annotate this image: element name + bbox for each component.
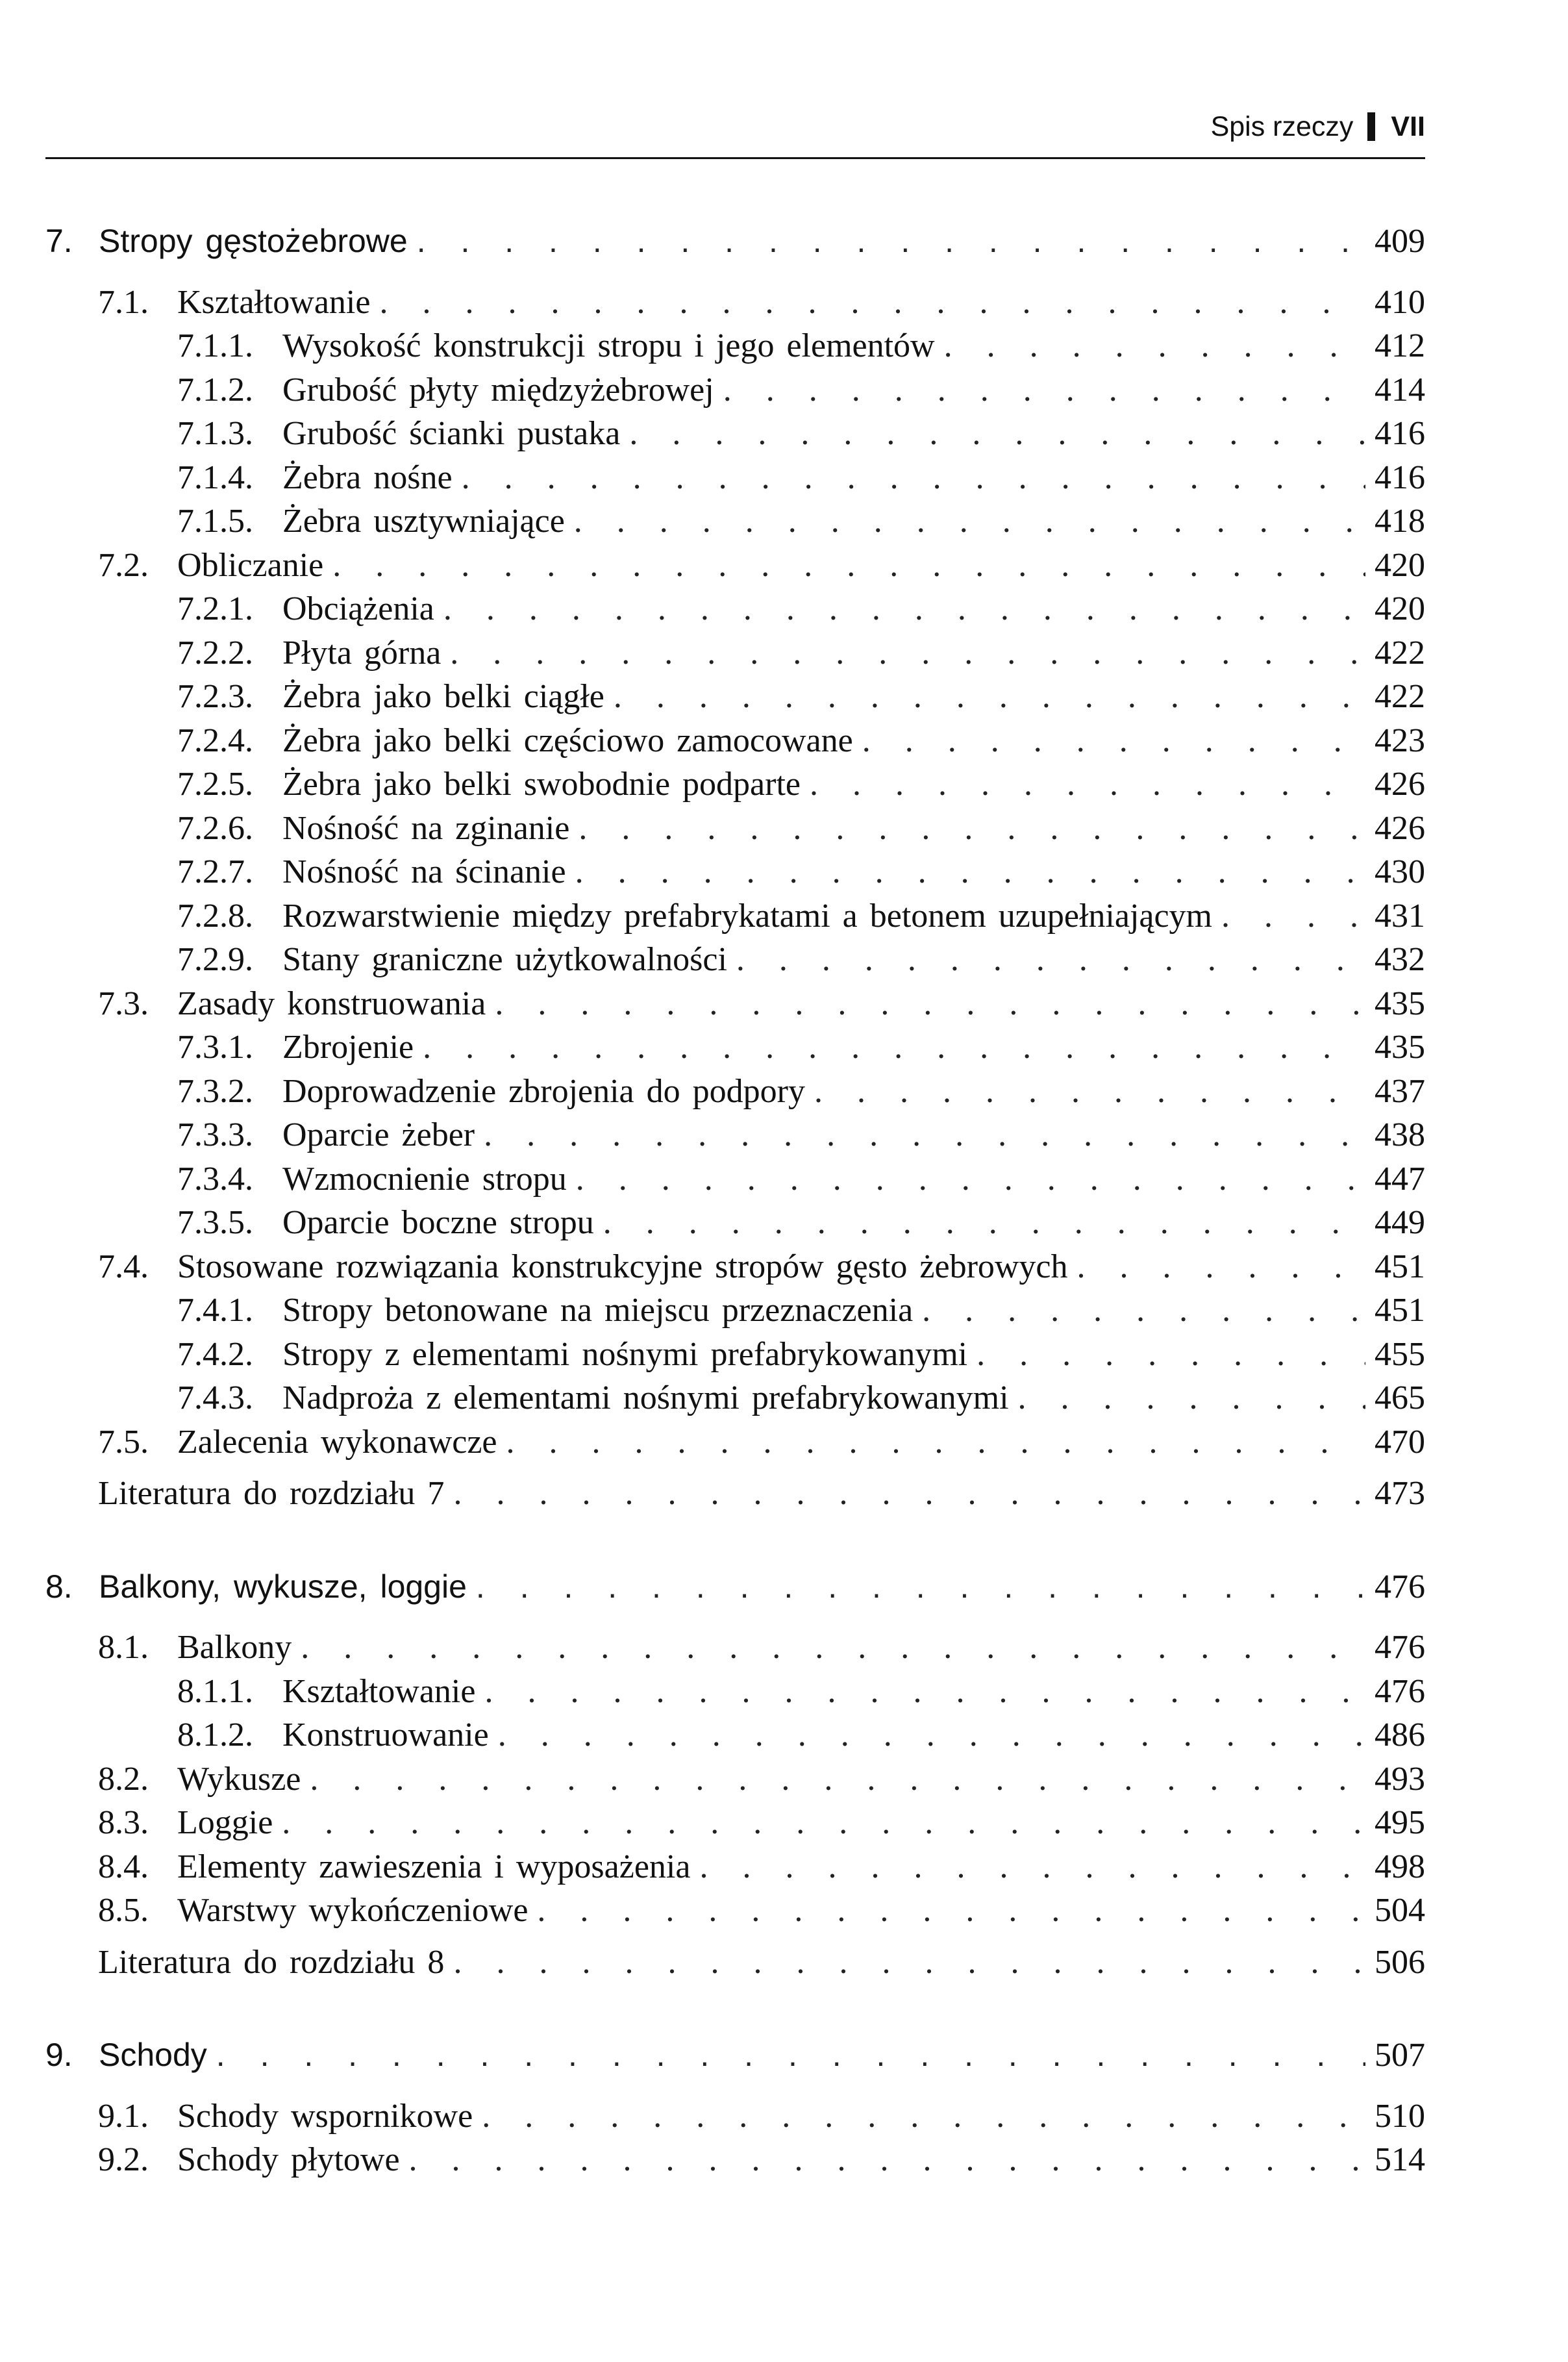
toc-chapter-entry (45, 1565, 1425, 1609)
toc-entry-number: 8.3. (98, 1804, 149, 1841)
toc-entry-number: 8. (45, 1568, 73, 1605)
dot-leader (476, 1565, 1365, 1609)
toc-entry-title: Zasady konstruowania (177, 985, 486, 1022)
toc-entry-title: Loggie (177, 1804, 273, 1841)
dot-leader (482, 2094, 1365, 2139)
dot-leader (443, 587, 1365, 631)
toc-entry-number: 7.1.3. (177, 415, 253, 452)
toc-entry-page: 426 (1375, 766, 1425, 803)
toc-chapter-entry (45, 220, 1425, 264)
toc-entry-page: 416 (1375, 459, 1425, 496)
toc-entry (45, 850, 1425, 894)
toc-entry (45, 1757, 1425, 1802)
toc-entry-number: 7.3.3. (177, 1116, 253, 1153)
toc-entry-page: 420 (1375, 546, 1425, 584)
toc-entry-title: Literatura do rozdziału 7 (98, 1475, 445, 1512)
toc-entry-number: 7.1.2. (177, 371, 253, 408)
dot-leader (498, 1713, 1365, 1757)
dot-leader (1221, 894, 1365, 938)
toc-entry-title: Żebra jako belki częściowo zamocowane (282, 722, 853, 759)
toc-entry-title: Konstruowanie (282, 1716, 489, 1753)
toc-entry-title: Kształtowanie (282, 1672, 476, 1710)
dot-leader (1018, 1376, 1365, 1420)
dot-leader (310, 1757, 1365, 1802)
toc-entry-page: 416 (1375, 415, 1425, 452)
toc-chapter-entry (45, 2033, 1425, 2078)
dot-leader (1077, 1245, 1365, 1289)
toc-entry-number: 8.1.1. (177, 1672, 253, 1710)
dot-leader (484, 1670, 1365, 1714)
dot-leader (301, 1626, 1365, 1670)
toc-entry-page: 495 (1375, 1804, 1425, 1841)
toc-entry-page: 455 (1375, 1335, 1425, 1373)
dot-leader (484, 1113, 1365, 1157)
toc-entry-page: 422 (1375, 678, 1425, 715)
toc-entry-title: Nośność na zginanie (282, 809, 570, 847)
toc-entry (45, 1472, 1425, 1516)
toc-entry-title: Stropy z elementami nośnymi prefabrykowanymi (282, 1335, 968, 1373)
toc-entry-page: 412 (1375, 327, 1425, 364)
toc-entry-page: 435 (1375, 985, 1425, 1022)
toc-entry-number: 9.2. (98, 2141, 149, 2178)
dot-leader (629, 412, 1365, 456)
dot-leader (423, 1025, 1365, 1070)
toc-entry-number: 7.2.1. (177, 590, 253, 627)
toc-entry-title: Obciążenia (282, 590, 434, 627)
toc-entry (45, 544, 1425, 588)
toc-entry (45, 982, 1425, 1026)
toc-entry (45, 499, 1425, 544)
toc-entry (45, 631, 1425, 675)
toc-entry-number: 9. (45, 2037, 73, 2073)
header-separator-block (1367, 112, 1375, 141)
toc-entry (45, 1025, 1425, 1070)
toc-entry (45, 1713, 1425, 1757)
toc-entry (45, 1201, 1425, 1245)
toc-entry-page: 486 (1375, 1716, 1425, 1753)
dot-leader (495, 982, 1365, 1026)
toc-entry-page: 451 (1375, 1248, 1425, 1285)
toc-entry-number: 7.5. (98, 1423, 149, 1461)
toc-entry (45, 938, 1425, 982)
dot-leader (862, 719, 1365, 763)
toc-entry-number: 7.3.5. (177, 1204, 253, 1241)
toc-entry-number: 7.2.8. (177, 897, 253, 935)
toc-entry-page: 447 (1375, 1160, 1425, 1198)
toc-entry-page: 465 (1375, 1379, 1425, 1416)
toc-entry-number: 8.1.2. (177, 1716, 253, 1753)
dot-leader (453, 1941, 1365, 1985)
toc-entry-number: 7.2. (98, 546, 149, 584)
dot-leader (216, 2033, 1365, 2078)
toc-entry (45, 1288, 1425, 1333)
header-page-number: VII (1391, 110, 1425, 142)
toc-entry-title: Obliczanie (177, 546, 324, 584)
toc-entry-title: Wykusze (177, 1760, 301, 1798)
toc-entry-page: 418 (1375, 503, 1425, 540)
dot-leader (450, 631, 1365, 675)
toc-entry-number: 7.3. (98, 985, 149, 1022)
toc-entry-page: 430 (1375, 853, 1425, 890)
toc-entry-title: Kształtowanie (177, 283, 371, 321)
toc-entry-page: 498 (1375, 1848, 1425, 1885)
toc-entry-title: Oparcie żeber (282, 1116, 475, 1153)
toc-entry-page: 510 (1375, 2097, 1425, 2135)
running-header (45, 104, 1425, 149)
toc-entry-page: 422 (1375, 634, 1425, 672)
toc-entry-number: 7.2.6. (177, 809, 253, 847)
toc-entry-page: 423 (1375, 722, 1425, 759)
toc-entry-number: 8.2. (98, 1760, 149, 1798)
toc-entry-title: Rozwarstwienie między prefabrykatami a betonem uzupełniającym (282, 897, 1212, 935)
toc-entry-title: Warstwy wykończeniowe (177, 1892, 529, 1929)
toc-entry-page: 432 (1375, 941, 1425, 978)
dot-leader (417, 220, 1365, 264)
toc-entry-title: Zalecenia wykonawcze (177, 1423, 497, 1461)
toc-entry (45, 1420, 1425, 1464)
toc-entry-title: Żebra nośne (282, 459, 453, 496)
toc-entry-page: 426 (1375, 809, 1425, 847)
toc-entry-title: Stosowane rozwiązania konstrukcyjne stropów gęsto żebrowych (177, 1248, 1068, 1285)
toc-entry-title: Płyta górna (282, 634, 442, 672)
toc-entry-title: Wysokość konstrukcji stropu i jego elementów (282, 327, 935, 364)
toc-entry-title: Zbrojenie (282, 1029, 414, 1066)
toc-entry (45, 1113, 1425, 1157)
toc-entry-title: Stropy betonowane na miejscu przeznaczenia (282, 1292, 914, 1329)
dot-leader (922, 1288, 1365, 1333)
toc-entry (45, 1157, 1425, 1201)
toc-entry-title: Grubość płyty międzyżebrowej (282, 371, 714, 408)
toc-entry-number: 8.4. (98, 1848, 149, 1885)
toc-entry-page: 431 (1375, 897, 1425, 935)
toc-entry (45, 281, 1425, 325)
toc-entry-page: 504 (1375, 1892, 1425, 1929)
dot-leader (944, 324, 1365, 368)
toc-entry (45, 1801, 1425, 1845)
toc-entry-page: 476 (1375, 1672, 1425, 1710)
toc-entry-page: 414 (1375, 371, 1425, 408)
toc-entry-title: Żebra jako belki swobodnie podparte (282, 766, 801, 803)
dot-leader (810, 762, 1365, 807)
toc-entry-number: 7.2.5. (177, 766, 253, 803)
toc-entry-page: 435 (1375, 1029, 1425, 1066)
toc-entry-number: 7.2.4. (177, 722, 253, 759)
header-title: Spis rzeczy (1210, 110, 1354, 142)
toc-entry-title: Literatura do rozdziału 8 (98, 1943, 445, 1981)
toc-entry-page: 451 (1375, 1292, 1425, 1329)
dot-leader (603, 1201, 1365, 1245)
toc-entry-page: 420 (1375, 590, 1425, 627)
toc-entry-number: 8.5. (98, 1892, 149, 1929)
toc-entry-title: Żebra jako belki ciągłe (282, 678, 604, 715)
dot-leader (576, 1157, 1365, 1201)
toc-entry-title: Żebra usztywniające (282, 503, 565, 540)
toc-entry (45, 324, 1425, 368)
toc-entry (45, 1845, 1425, 1889)
toc-entry-title: Nośność na ścinanie (282, 853, 566, 890)
toc-entry (45, 2094, 1425, 2139)
toc-entry (45, 894, 1425, 938)
toc-entry-title: Stropy gęstożebrowe (99, 223, 408, 259)
toc-entry-title: Nadproża z elementami nośnymi prefabrykowanymi (282, 1379, 1009, 1416)
toc-entry (45, 1889, 1425, 1933)
toc-entry-page: 438 (1375, 1116, 1425, 1153)
toc-entry-page: 409 (1375, 223, 1425, 260)
toc-entry-number: 7.3.1. (177, 1029, 253, 1066)
toc-entry (45, 675, 1425, 719)
toc-entry-number: 7.1. (98, 283, 149, 321)
toc-entry (45, 1376, 1425, 1420)
toc-entry-number: 7.2.2. (177, 634, 253, 672)
toc-entry-number: 7. (45, 223, 73, 259)
dot-leader (379, 281, 1365, 325)
toc-entry (45, 719, 1425, 763)
toc-entry (45, 368, 1425, 412)
dot-leader (736, 938, 1365, 982)
toc-entry-number: 7.1.1. (177, 327, 253, 364)
dot-leader (574, 499, 1365, 544)
toc-entry-page: 476 (1375, 1568, 1425, 1605)
toc-entry-number: 7.1.5. (177, 503, 253, 540)
dot-leader (462, 456, 1365, 500)
toc-entry-title: Balkony, wykusze, loggie (99, 1568, 467, 1605)
toc-entry (45, 2138, 1425, 2182)
dot-leader (282, 1801, 1365, 1845)
dot-leader (614, 675, 1365, 719)
toc-entry-page: 514 (1375, 2141, 1425, 2178)
dot-leader (723, 368, 1365, 412)
header-rule (45, 157, 1425, 159)
toc-entry-title: Balkony (177, 1629, 292, 1666)
toc-entry (45, 456, 1425, 500)
toc-entry-page: 476 (1375, 1629, 1425, 1666)
dot-leader (579, 807, 1365, 851)
toc-entry-page: 449 (1375, 1204, 1425, 1241)
toc-entry-title: Schody wspornikowe (177, 2097, 473, 2135)
toc-entry-number: 7.3.2. (177, 1072, 253, 1110)
toc-entry-page: 470 (1375, 1423, 1425, 1461)
toc-entry (45, 1333, 1425, 1377)
toc-entry-page: 437 (1375, 1072, 1425, 1110)
toc-entry (45, 1626, 1425, 1670)
toc-entry-title: Grubość ścianki pustaka (282, 415, 621, 452)
toc-entry-page: 506 (1375, 1943, 1425, 1981)
toc-entry-number: 7.1.4. (177, 459, 253, 496)
toc-entry (45, 1941, 1425, 1985)
toc-entry-page: 410 (1375, 283, 1425, 321)
dot-leader (409, 2138, 1365, 2182)
toc-entry-page: 493 (1375, 1760, 1425, 1798)
toc-entry-title: Stany graniczne użytkowalności (282, 941, 727, 978)
toc-entry-page: 473 (1375, 1475, 1425, 1512)
toc-entry-number: 9.1. (98, 2097, 149, 2135)
dot-leader (699, 1845, 1365, 1889)
dot-leader (814, 1070, 1365, 1114)
dot-leader (332, 544, 1365, 588)
toc-entry (45, 587, 1425, 631)
toc-entry (45, 1245, 1425, 1289)
toc-entry-number: 7.4.3. (177, 1379, 253, 1416)
toc-entry-number: 7.2.9. (177, 941, 253, 978)
toc-entry-number: 7.4.2. (177, 1335, 253, 1373)
toc-entry-number: 7.4.1. (177, 1292, 253, 1329)
toc-entry-title: Schody płytowe (177, 2141, 400, 2178)
dot-leader (537, 1889, 1365, 1933)
toc-entry (45, 807, 1425, 851)
table-of-contents (45, 220, 1425, 2182)
toc-entry (45, 762, 1425, 807)
toc-entry (45, 1670, 1425, 1714)
toc-entry-number: 7.4. (98, 1248, 149, 1285)
toc-entry-number: 7.2.7. (177, 853, 253, 890)
dot-leader (453, 1472, 1365, 1516)
toc-entry (45, 1070, 1425, 1114)
toc-entry-number: 7.3.4. (177, 1160, 253, 1198)
toc-entry-title: Schody (99, 2037, 207, 2073)
toc-entry-title: Oparcie boczne stropu (282, 1204, 594, 1241)
dot-leader (575, 850, 1365, 894)
toc-entry-number: 8.1. (98, 1629, 149, 1666)
toc-entry-number: 7.2.3. (177, 678, 253, 715)
dot-leader (506, 1420, 1365, 1464)
dot-leader (977, 1333, 1365, 1377)
toc-entry-page: 507 (1375, 2037, 1425, 2074)
toc-entry-title: Doprowadzenie zbrojenia do podpory (282, 1072, 805, 1110)
toc-entry (45, 412, 1425, 456)
toc-entry-title: Elementy zawieszenia i wyposażenia (177, 1848, 691, 1885)
toc-entry-title: Wzmocnienie stropu (282, 1160, 567, 1198)
